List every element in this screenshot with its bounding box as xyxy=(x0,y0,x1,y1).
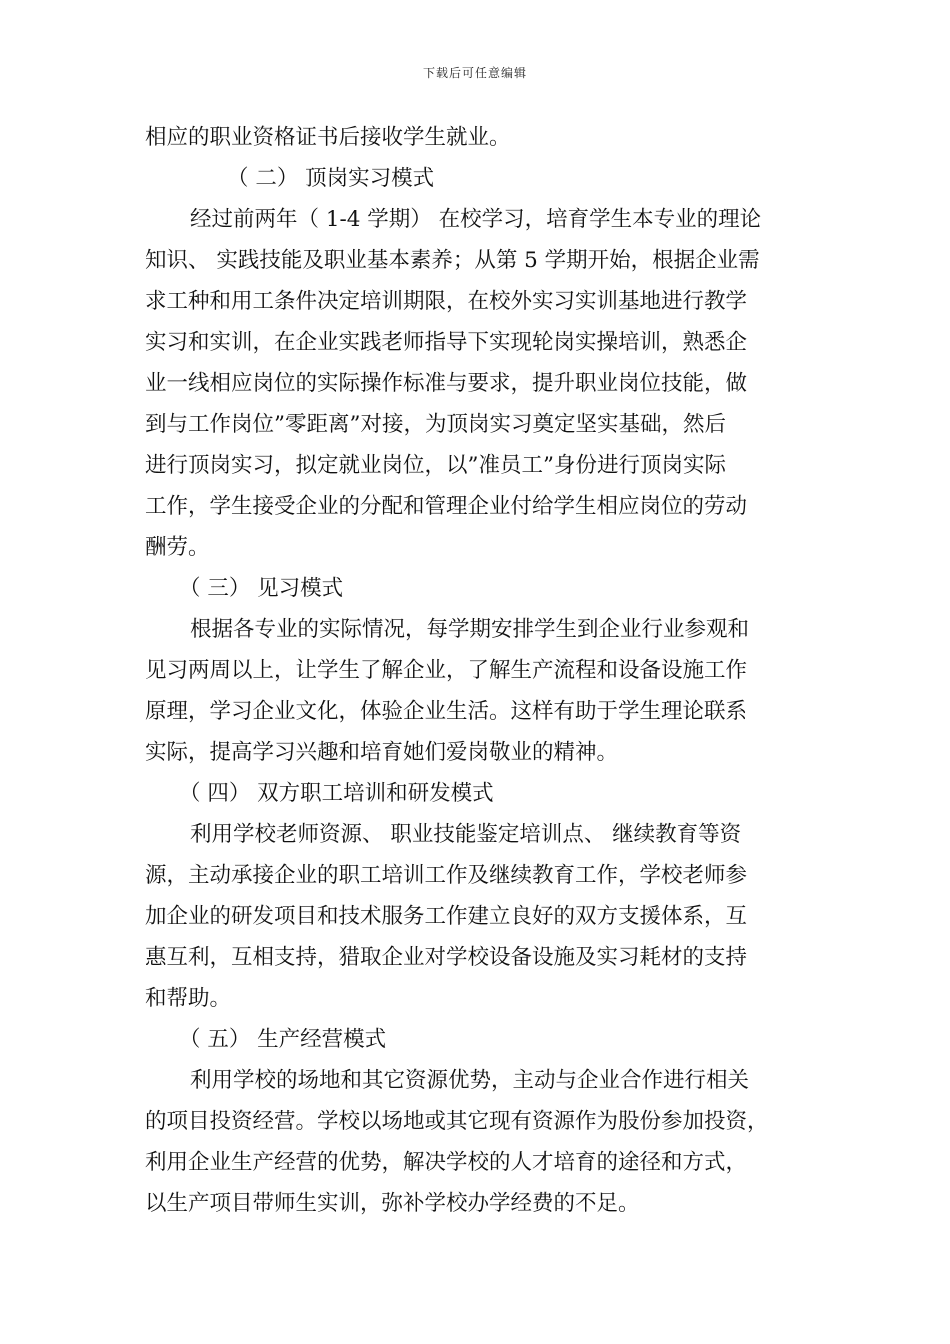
section-heading-2: （ 二） 顶岗实习模式 xyxy=(227,166,435,191)
text-line: 业一线相应岗位的实际操作标准与要求，提升职业岗位技能，做 xyxy=(145,371,748,396)
section-heading-4: （ 四） 双方职工培训和研发模式 xyxy=(179,781,494,806)
text-line: 相应的职业资格证书后接收学生就业。 xyxy=(145,125,511,150)
text-line: 到与工作岗位”零距离”对接，为顶岗实习奠定坚实基础，然后 xyxy=(145,412,726,437)
section-heading-3: （ 三） 见习模式 xyxy=(179,576,344,601)
paragraph-first-line: 经过前两年（ 1-4 学期） 在校学习，培育学生本专业的理论 xyxy=(190,207,762,232)
text-line: 实习和实训，在企业实践老师指导下实现轮岗实操培训，熟悉企 xyxy=(145,330,748,355)
text-line: 加企业的研发项目和技术服务工作建立良好的双方支援体系，互 xyxy=(145,904,748,929)
text-line: 酬劳。 xyxy=(145,535,210,560)
text-line: 原理，学习企业文化，体验企业生活。这样有助于学生理论联系 xyxy=(145,699,748,724)
paragraph-first-line: 利用学校的场地和其它资源优势，主动与企业合作进行相关 xyxy=(190,1068,750,1093)
page-header-note: 下载后可任意编辑 xyxy=(422,66,527,80)
paragraph-first-line: 根据各专业的实际情况，每学期安排学生到企业行业参观和 xyxy=(190,617,750,642)
text-line: 求工种和用工条件决定培训期限，在校外实习实训基地进行教学 xyxy=(145,289,748,314)
paragraph-first-line: 利用学校老师资源、 职业技能鉴定培训点、 继续教育等资 xyxy=(190,822,742,847)
text-line: 的项目投资经营。学校以场地或其它现有资源作为股份参加投资， xyxy=(145,1109,769,1134)
text-line: 以生产项目带师生实训，弥补学校办学经费的不足。 xyxy=(145,1191,640,1216)
text-line: 进行顶岗实习，拟定就业岗位，以”准员工”身份进行顶岗实际 xyxy=(145,453,726,478)
text-line: 知识、 实践技能及职业基本素养；从第 5 学期开始，根据企业需 xyxy=(145,248,760,273)
text-line: 惠互利，互相支持，猎取企业对学校设备设施及实习耗材的支持 xyxy=(145,945,748,970)
text-line: 见习两周以上，让学生了解企业，了解生产流程和设备设施工作 xyxy=(145,658,748,683)
text-line: 源，主动承接企业的职工培训工作及继续教育工作，学校老师参 xyxy=(145,863,748,888)
text-line: 实际，提高学习兴趣和培育她们爱岗敬业的精神。 xyxy=(145,740,619,765)
document-body xyxy=(145,117,811,1224)
text-line: 和帮助。 xyxy=(145,986,232,1011)
text-line: 工作，学生接受企业的分配和管理企业付给学生相应岗位的劳动 xyxy=(145,494,748,519)
section-heading-5: （ 五） 生产经营模式 xyxy=(179,1027,387,1052)
text-line: 利用企业生产经营的优势，解决学校的人才培育的途径和方式， xyxy=(145,1150,748,1175)
